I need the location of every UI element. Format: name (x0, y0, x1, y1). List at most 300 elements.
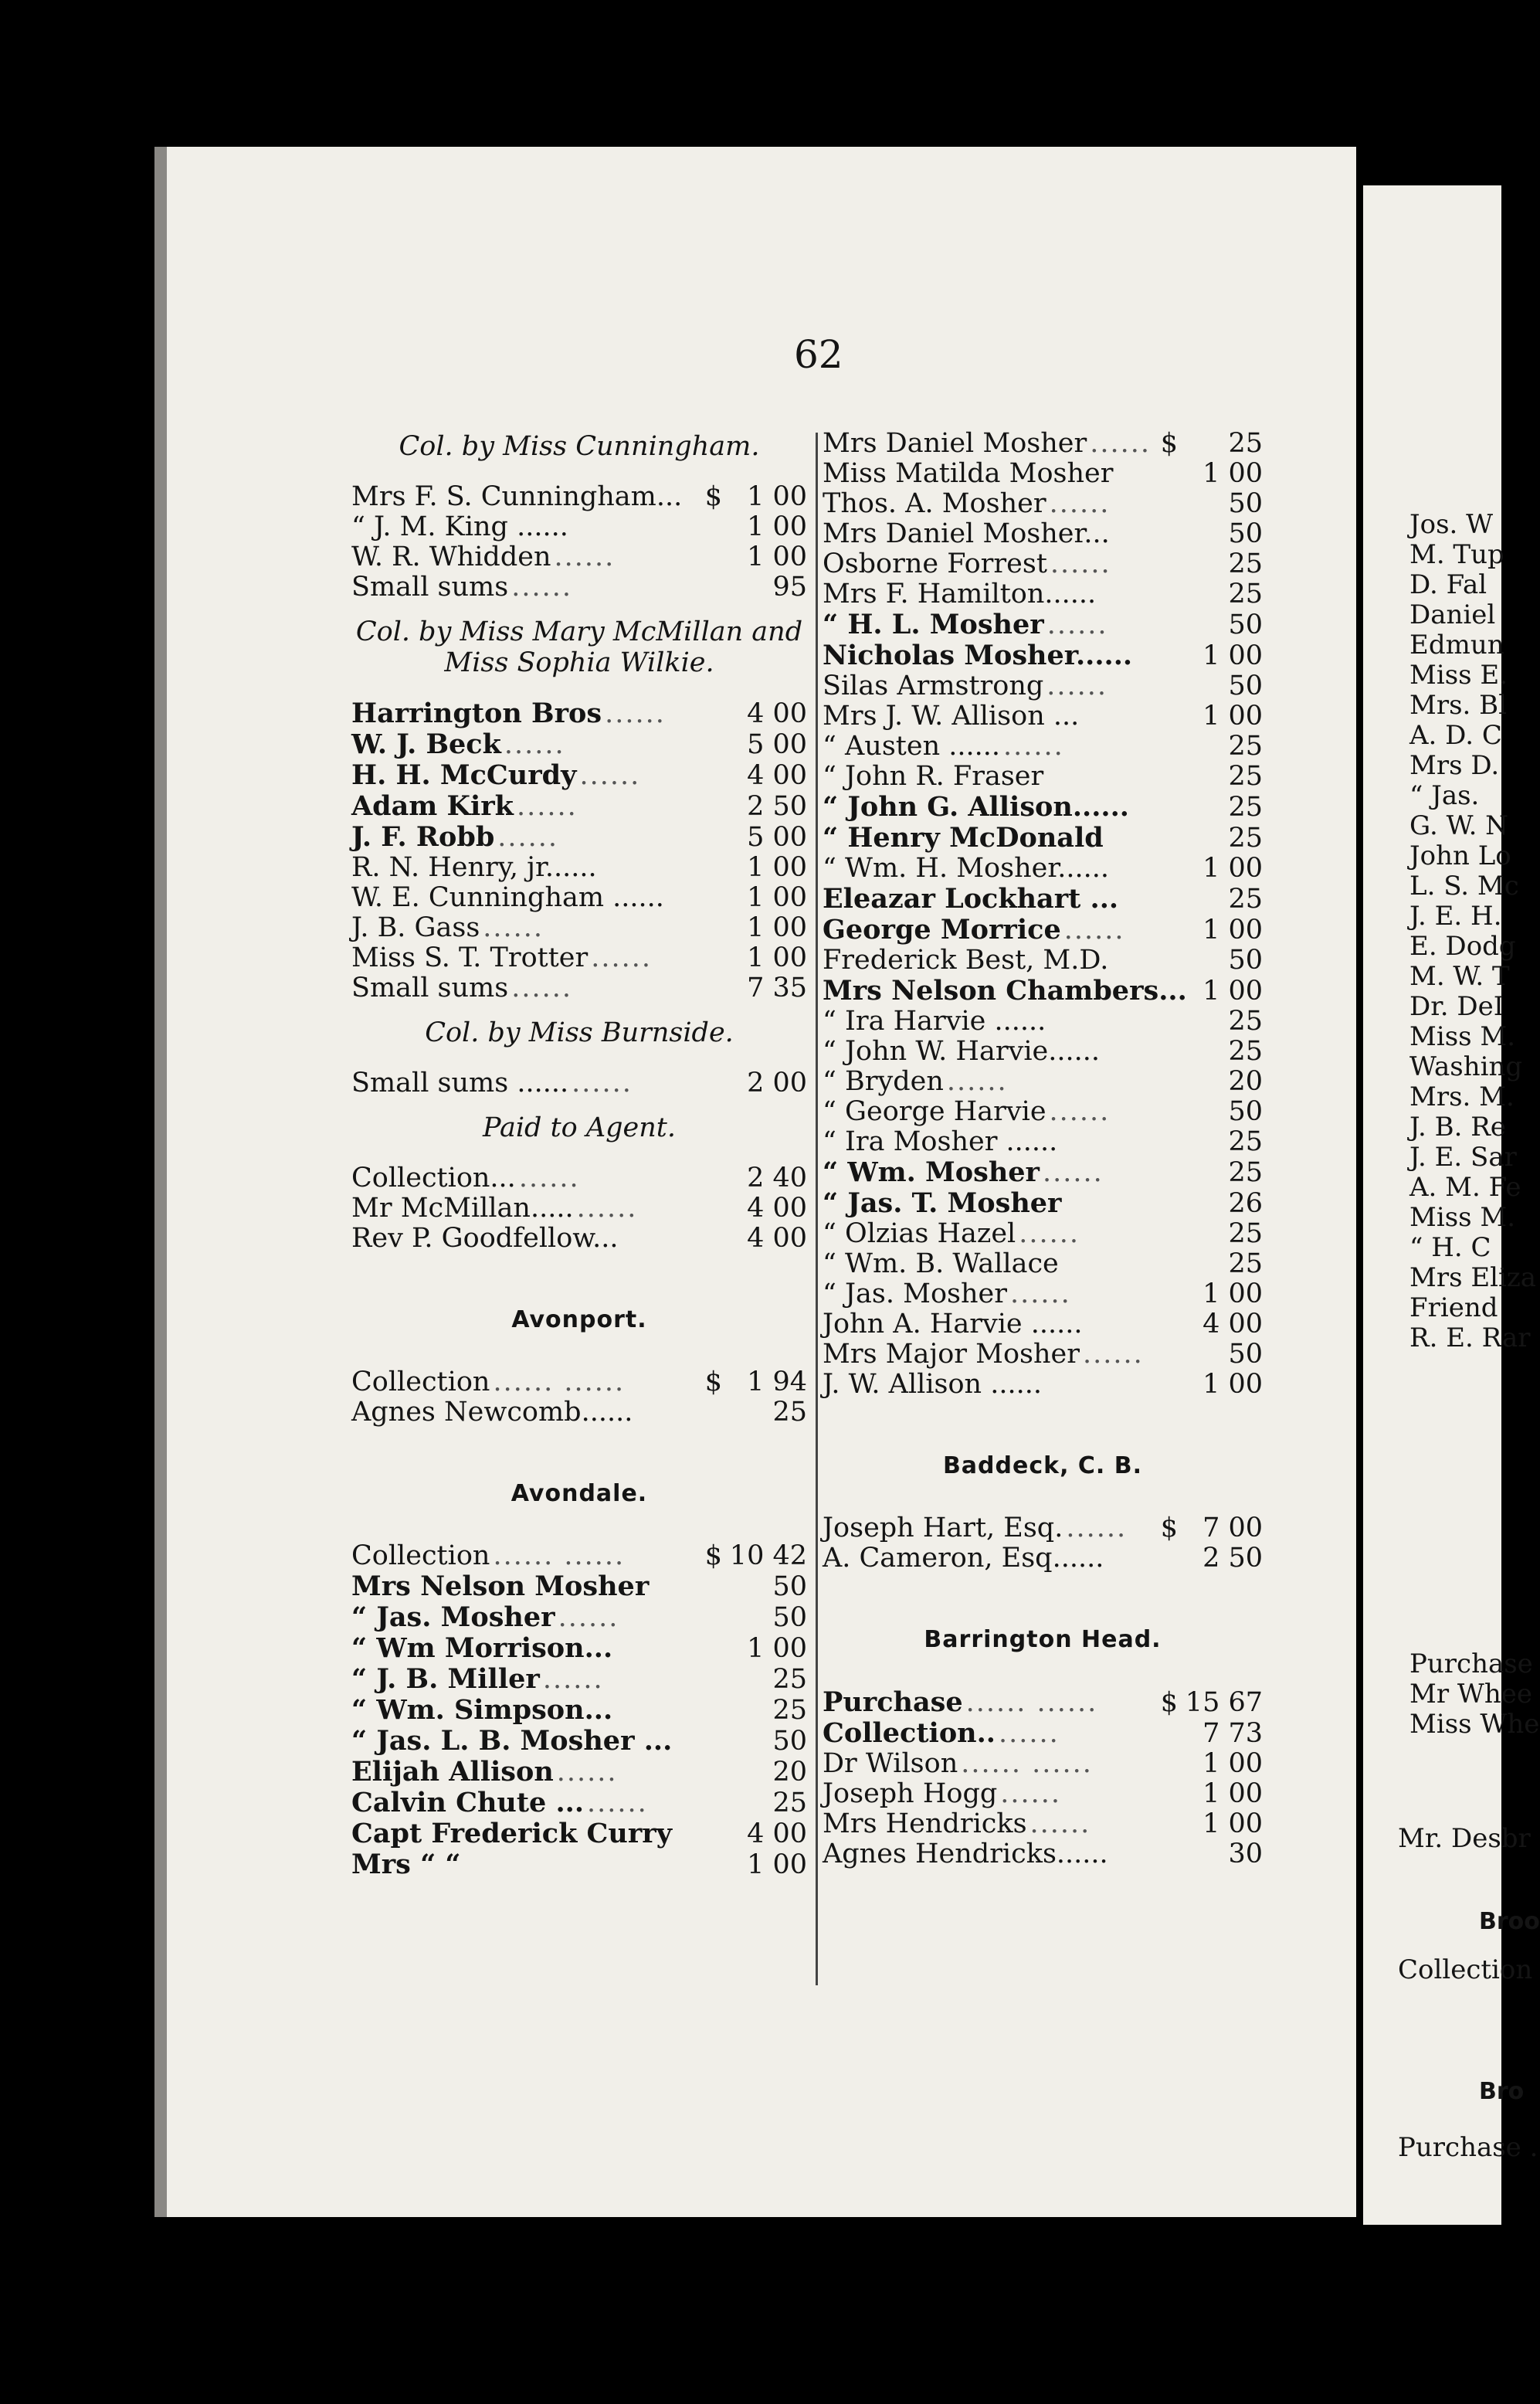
entry-amount: 95 (772, 572, 807, 603)
right-page-line: J. B. Re (1409, 1112, 1506, 1143)
entry-name: “ George Harvie (823, 1096, 1046, 1127)
entry-name: “ John R. Fraser (823, 761, 1044, 792)
entry-amount: 25 (1228, 792, 1263, 823)
entry-leader: ...... ...... (961, 1748, 1093, 1779)
entry-row (823, 1249, 1263, 1279)
entry-name: Silas Armstrong (823, 671, 1044, 701)
entry-row (351, 853, 807, 883)
entry-name: “ Jas. L. B. Mosher ... (351, 1725, 673, 1757)
entry-name: John A. Harvie ...... (823, 1309, 1083, 1340)
entry-name: Capt Frederick Curry (351, 1818, 673, 1849)
entry-name: Mrs J. W. Allison ... (823, 701, 1080, 732)
entry-row (823, 732, 1263, 762)
right-page-line: Miss M. (1409, 1202, 1516, 1233)
entry-row (351, 1818, 807, 1849)
right-page-line: Mr Whee (1409, 1679, 1532, 1710)
entry-name: W. R. Whidden (351, 542, 551, 572)
entry-leader: ...... (1009, 1278, 1071, 1309)
entry-amount: 2 40 (747, 1163, 807, 1194)
entry-dollar: $ (704, 1367, 722, 1397)
entry-leader: ...... (1000, 1778, 1062, 1809)
entry-name: “ Ira Mosher ...... (823, 1126, 1058, 1157)
entry-name: R. N. Henry, jr...... (351, 852, 597, 883)
right-page-mr-desbr: Mr. Desbr (1398, 1823, 1531, 1854)
entry-amount: 1 00 (1202, 1748, 1263, 1779)
entry-amount: 4 00 (1202, 1309, 1263, 1340)
entry-amount: 1 00 (1202, 1808, 1263, 1839)
entry-name: H. H. McCurdy (351, 759, 577, 791)
right-page-names (1409, 510, 1536, 1353)
entry-name: “ Wm. Simpson... (351, 1694, 613, 1726)
entry-name: Joseph Hart, Esq. (823, 1513, 1063, 1543)
entry-row (351, 1849, 807, 1880)
right-page-fragment (1363, 185, 1540, 2225)
entry-amount: 1 00 (1202, 976, 1263, 1007)
place-heading: Avondale. (511, 1480, 648, 1507)
entry-row (823, 671, 1263, 701)
entry-row (823, 549, 1263, 579)
entry-name: Collection (351, 1540, 490, 1571)
right-page-line: Edmun (1409, 630, 1504, 660)
entry-name: “ Bryden (823, 1066, 944, 1097)
right-page-line: Mrs D. (1409, 750, 1500, 781)
right-page-line: A. D. C (1409, 720, 1502, 751)
entry-row (351, 1788, 807, 1818)
entry-amount: 25 (1228, 884, 1263, 915)
entry-row (351, 1726, 807, 1757)
entry-row (823, 762, 1263, 792)
entry-row (823, 1839, 1263, 1869)
entry-row (823, 1309, 1263, 1340)
left-column (351, 417, 807, 1880)
entry-leader: ...... (587, 1788, 648, 1818)
right-page-line: G. W. N (1409, 810, 1508, 841)
entry-name: “ Ira Harvie ...... (823, 1006, 1046, 1037)
entry-row (351, 822, 807, 853)
entry-amount: 25 (1228, 1126, 1263, 1157)
entry-amount: 50 (1228, 945, 1263, 976)
entry-amount: 25 (1228, 1218, 1263, 1249)
entry-amount: 25 (1228, 761, 1263, 792)
entry-name: Mrs Daniel Mosher... (823, 518, 1110, 549)
entry-row (823, 884, 1263, 915)
entry-row (351, 791, 807, 822)
entry-name: J. W. Allison ...... (823, 1369, 1042, 1400)
place-heading: Avonport. (511, 1306, 647, 1333)
entry-amount: 25 (1228, 731, 1263, 762)
entry-name: “ John G. Allison...... (823, 791, 1129, 823)
entry-row (823, 1513, 1263, 1543)
entry-amount: 30 (1228, 1839, 1263, 1869)
entry-name: Collection.. (823, 1717, 996, 1749)
entry-row (351, 1367, 807, 1397)
entry-row (351, 973, 807, 1003)
entry-row (823, 1687, 1263, 1718)
entry-amount: 2 50 (747, 791, 807, 822)
entry-amount: 4 00 (747, 1193, 807, 1224)
entry-row (823, 915, 1263, 946)
right-page-lower-names (1409, 1649, 1539, 1740)
entry-name: Agnes Hendricks...... (823, 1839, 1108, 1869)
entry-row (823, 1543, 1263, 1574)
entry-row (823, 792, 1263, 823)
entry-amount: 50 (1228, 609, 1263, 640)
entry-name: Nicholas Mosher...... (823, 640, 1133, 671)
right-page-line: Miss E. (1409, 660, 1508, 691)
right-page-line: John Lo (1409, 840, 1511, 871)
entry-leader: ...... (518, 1163, 580, 1194)
entry-name: “ J. M. King ...... (351, 511, 568, 542)
entry-dollar: $ (1160, 1513, 1178, 1543)
right-page-purchase: Purchase . (1398, 2132, 1538, 2163)
entry-amount: 5 00 (747, 822, 807, 853)
entry-name: W. J. Beck (351, 728, 501, 760)
entry-dollar: $ (1160, 428, 1178, 459)
entry-amount: 1 00 (747, 942, 807, 973)
entry-leader: ...... (1083, 1339, 1144, 1370)
entry-name: Mrs F. S. Cunningham... (351, 481, 683, 512)
entry-amount: 25 (1228, 548, 1263, 579)
entry-amount: 1 00 (1202, 701, 1263, 732)
right-page-line: R. E. Rar (1409, 1323, 1531, 1353)
entry-name: “ Olzias Hazel (823, 1218, 1016, 1249)
entry-amount: 1 00 (747, 1849, 807, 1880)
right-page-line: Friend (1409, 1292, 1498, 1323)
entry-row (823, 976, 1263, 1007)
entry-row (351, 482, 807, 512)
right-page-section-bro: Bro (1479, 2078, 1525, 2105)
collector-heading: Col. by Miss Cunningham. (399, 431, 760, 462)
entry-row (351, 572, 807, 603)
entry-leader: ...... (1046, 671, 1108, 701)
entry-row (823, 823, 1263, 854)
entry-name: A. Cameron, Esq...... (823, 1543, 1104, 1574)
entry-amount: 25 (772, 1788, 807, 1818)
entry-name: Small sums (351, 572, 509, 603)
entry-name: “ Henry McDonald (823, 822, 1104, 854)
entry-amount: 25 (772, 1664, 807, 1695)
entry-amount: 25 (1228, 1006, 1263, 1037)
entry-amount: 1 00 (747, 542, 807, 572)
right-page-line: Miss Whe (1409, 1709, 1540, 1740)
entry-amount: 25 (772, 1397, 807, 1428)
entry-row (351, 1397, 807, 1428)
entry-name: “ Austen ...... (823, 731, 1000, 762)
entry-amount: 1 00 (1202, 853, 1263, 884)
entry-row (351, 1163, 807, 1194)
entry-name: Collection (351, 1367, 490, 1397)
entry-leader: ...... (1066, 1513, 1128, 1543)
entry-name: Small sums (351, 973, 509, 1003)
entry-leader: ...... (497, 822, 559, 853)
entry-row (823, 579, 1263, 609)
right-page-line: D. Fal (1409, 569, 1487, 600)
entry-leader: ...... (1049, 488, 1111, 519)
entry-row (351, 1224, 807, 1254)
entry-row (823, 1718, 1263, 1749)
entry-dollar: $ (1160, 1687, 1178, 1718)
entry-amount: 50 (772, 1571, 807, 1602)
entry-row (351, 1664, 807, 1695)
entry-name: “ John W. Harvie...... (823, 1036, 1100, 1067)
entry-amount: 4 00 (747, 1223, 807, 1254)
right-page-line: Daniel (1409, 599, 1496, 630)
entry-amount: 26 (1228, 1188, 1263, 1219)
entry-amount: 1 94 (747, 1367, 807, 1397)
right-page-line: Purchase (1409, 1649, 1533, 1679)
entry-name: Calvin Chute ... (351, 1787, 585, 1818)
entry-row (823, 1097, 1263, 1127)
right-page-line: Mrs. Bl (1409, 690, 1507, 721)
entry-name: “ J. B. Miller (351, 1663, 540, 1695)
entry-amount: 25 (1228, 1157, 1263, 1188)
right-page-line: A. M. Fe (1409, 1172, 1521, 1203)
entry-amount: 15 67 (1185, 1687, 1263, 1718)
entry-name: Mr McMillan..... (351, 1193, 574, 1224)
entry-name: Mrs Nelson Chambers... (823, 975, 1187, 1007)
entry-amount: 4 00 (747, 760, 807, 791)
entry-leader: ...... (1019, 1218, 1080, 1249)
right-page-line: Washing (1409, 1051, 1523, 1082)
entry-amount: 25 (772, 1695, 807, 1726)
entry-row (823, 1188, 1263, 1219)
entry-leader: ...... (1063, 915, 1125, 946)
entry-amount: 25 (1228, 1248, 1263, 1279)
entry-row (351, 1757, 807, 1788)
entry-leader: ...... (542, 1664, 604, 1695)
right-page-line: Mrs. M. (1409, 1081, 1515, 1112)
entry-leader: ...... ...... (965, 1687, 1098, 1718)
entry-name: J. B. Gass (351, 912, 480, 943)
entry-amount: 25 (1228, 428, 1263, 459)
entry-row (823, 1809, 1263, 1839)
entry-name: Collection... (351, 1163, 516, 1194)
entry-name: Miss Matilda Mosher (823, 458, 1114, 489)
entry-amount: 1 00 (747, 882, 807, 913)
entry-row (823, 1779, 1263, 1809)
entry-row (351, 512, 807, 542)
entry-amount: 1 00 (747, 511, 807, 542)
entry-row (351, 1541, 807, 1571)
entry-row (823, 609, 1263, 640)
entry-name: Mrs Nelson Mosher (351, 1570, 650, 1602)
entry-row (823, 1340, 1263, 1370)
entry-row (351, 698, 807, 729)
entry-name: “ Wm. H. Mosher...... (823, 853, 1109, 884)
entry-leader: ...... (1003, 731, 1064, 762)
entry-dollar: $ (704, 1540, 722, 1571)
entry-amount: 1 00 (1202, 1278, 1263, 1309)
entry-dollar: $ (704, 481, 722, 512)
entry-amount: 50 (1228, 518, 1263, 549)
entry-leader: ...... ...... (493, 1367, 626, 1397)
entry-leader: ...... (511, 572, 572, 603)
collector-heading: Col. by Miss Mary McMillan and Miss Sophia Wilkie. (355, 616, 803, 678)
entry-amount: 4 00 (747, 698, 807, 729)
right-page-line: M. W. T (1409, 961, 1510, 992)
entry-row (351, 729, 807, 760)
entry-amount: 1 00 (747, 912, 807, 943)
entry-amount: 10 42 (729, 1540, 807, 1571)
entry-row (823, 640, 1263, 671)
entry-row (351, 760, 807, 791)
entry-name: Mrs Hendricks (823, 1808, 1027, 1839)
collector-heading: Paid to Agent. (483, 1112, 676, 1143)
entry-amount: 20 (772, 1757, 807, 1788)
entry-row (823, 854, 1263, 884)
right-page-line: Miss M. (1409, 1021, 1516, 1052)
entry-row (351, 1571, 807, 1602)
entry-amount: 4 00 (747, 1818, 807, 1849)
right-page-line: Dr. DeI (1409, 991, 1504, 1022)
entry-row (823, 1037, 1263, 1067)
entry-leader: ...... (556, 1757, 618, 1788)
right-page-collection: Collection (1398, 1954, 1533, 1985)
entry-amount: 2 50 (1202, 1543, 1263, 1574)
entry-leader: ...... (946, 1066, 1008, 1097)
entry-leader: ...... (576, 1193, 638, 1224)
right-page-line: “ Jas. (1409, 780, 1480, 811)
entry-row (351, 1695, 807, 1726)
entry-row (351, 1633, 807, 1664)
entry-name: Miss S. T. Trotter (351, 942, 589, 973)
entry-amount: 1 00 (1202, 1778, 1263, 1809)
entry-amount: 50 (1228, 488, 1263, 519)
entry-leader: ...... (572, 1068, 633, 1098)
entry-name: “ Jas. Mosher (823, 1278, 1007, 1309)
place-heading: Baddeck, C. B. (942, 1452, 1143, 1479)
entry-name: George Morrice (823, 914, 1061, 946)
entry-leader: ...... (516, 791, 578, 822)
entry-name: Adam Kirk (351, 790, 514, 822)
entry-amount: 1 00 (747, 481, 807, 512)
entry-name: Purchase (823, 1686, 963, 1718)
entry-leader: ...... (579, 760, 641, 791)
entry-row (823, 1067, 1263, 1097)
entry-row (823, 489, 1263, 519)
entry-name: Joseph Hogg (823, 1778, 998, 1809)
entry-row (823, 1007, 1263, 1037)
right-page-line: J. E. H. (1409, 901, 1502, 932)
entry-name: Elijah Allison (351, 1756, 554, 1788)
entry-amount: 20 (1228, 1066, 1263, 1097)
entry-amount: 25 (1228, 1036, 1263, 1067)
collector-heading: Col. by Miss Burnside. (425, 1017, 734, 1048)
entry-leader: ...... (1050, 548, 1111, 579)
entry-amount: 1 00 (1202, 458, 1263, 489)
entry-name: Osborne Forrest (823, 548, 1047, 579)
entry-name: Mrs F. Hamilton...... (823, 579, 1097, 609)
entry-name: “ Jas. T. Mosher (823, 1187, 1062, 1219)
middle-column (823, 429, 1263, 1869)
column-divider (816, 433, 818, 1985)
entry-amount: 25 (1228, 579, 1263, 609)
entry-amount: 50 (1228, 1339, 1263, 1370)
right-page-line: J. E. Sar (1409, 1142, 1517, 1173)
entry-row (823, 1749, 1263, 1779)
entry-amount: 7 73 (1202, 1718, 1263, 1749)
entry-amount: 5 00 (747, 729, 807, 760)
entry-name: Mrs Daniel Mosher (823, 428, 1087, 459)
entry-leader: ...... (605, 698, 666, 729)
entry-name: “ Jas. Mosher (351, 1601, 555, 1633)
entry-row (351, 1194, 807, 1224)
entry-leader: ...... (554, 542, 616, 572)
right-page-section-broo: Broo (1479, 1908, 1540, 1935)
entry-amount: 7 00 (1202, 1513, 1263, 1543)
entry-amount: 50 (1228, 671, 1263, 701)
entry-name: W. E. Cunningham ...... (351, 882, 664, 913)
entry-row (823, 519, 1263, 549)
entry-leader: ...... (504, 729, 565, 760)
entry-amount: 50 (772, 1602, 807, 1633)
entry-row (823, 1157, 1263, 1188)
entry-name: Mrs Major Mosher (823, 1339, 1080, 1370)
entry-name: Mrs “ “ (351, 1849, 461, 1880)
entry-amount: 1 00 (747, 1633, 807, 1664)
entry-row (351, 1068, 807, 1098)
right-page-line: M. Tup (1409, 539, 1504, 570)
entry-leader: ...... (511, 973, 572, 1003)
entry-amount: 50 (772, 1726, 807, 1757)
entry-row (823, 459, 1263, 489)
entry-amount: 1 00 (1202, 1369, 1263, 1400)
entry-row (351, 542, 807, 572)
entry-row (823, 1127, 1263, 1157)
entry-leader: ...... (1049, 1096, 1111, 1127)
entry-amount: 1 00 (1202, 915, 1263, 946)
entry-row (351, 883, 807, 913)
entry-row (823, 1219, 1263, 1249)
entry-row (823, 1279, 1263, 1309)
entry-amount: 50 (1228, 1096, 1263, 1127)
place-heading: Barrington Head. (924, 1626, 1162, 1653)
entry-name: Harrington Bros (351, 698, 602, 729)
entry-row (823, 429, 1263, 459)
entry-row (351, 1602, 807, 1633)
right-page-line: E. Dodg (1409, 931, 1516, 962)
entry-row (823, 701, 1263, 732)
entry-leader: ...... (1029, 1808, 1091, 1839)
entry-leader: ...... (1042, 1157, 1104, 1188)
right-page-line: Mrs Eliza (1409, 1262, 1537, 1293)
entry-row (823, 946, 1263, 976)
entry-leader: ...... (591, 942, 652, 973)
right-page-line: L. S. Mc (1409, 871, 1519, 902)
entry-name: Small sums ...... (351, 1068, 569, 1098)
right-page-line: “ H. C (1409, 1232, 1491, 1263)
entry-amount: 1 00 (747, 852, 807, 883)
entry-row (351, 943, 807, 973)
entry-name: “ Wm. Mosher (823, 1156, 1040, 1188)
entry-amount: 1 00 (1202, 640, 1263, 671)
entry-leader: ...... (1046, 609, 1108, 640)
entry-name: “ H. L. Mosher (823, 609, 1044, 640)
entry-name: Agnes Newcomb...... (351, 1397, 633, 1428)
right-page-line: Jos. W (1409, 509, 1494, 540)
entry-leader: ...... (1090, 428, 1151, 459)
entry-name: Eleazar Lockhart ... (823, 883, 1119, 915)
entry-leader: ...... (999, 1718, 1060, 1749)
entry-name: “ Wm Morrison... (351, 1632, 613, 1664)
entry-leader: ...... (483, 912, 544, 943)
page-number: 62 (794, 332, 843, 377)
entry-row (351, 913, 807, 943)
entry-name: Frederick Best, M.D. (823, 945, 1109, 976)
entry-amount: 2 00 (747, 1068, 807, 1098)
entry-name: Dr Wilson (823, 1748, 958, 1779)
entry-name: “ Wm. B. Wallace (823, 1248, 1059, 1279)
